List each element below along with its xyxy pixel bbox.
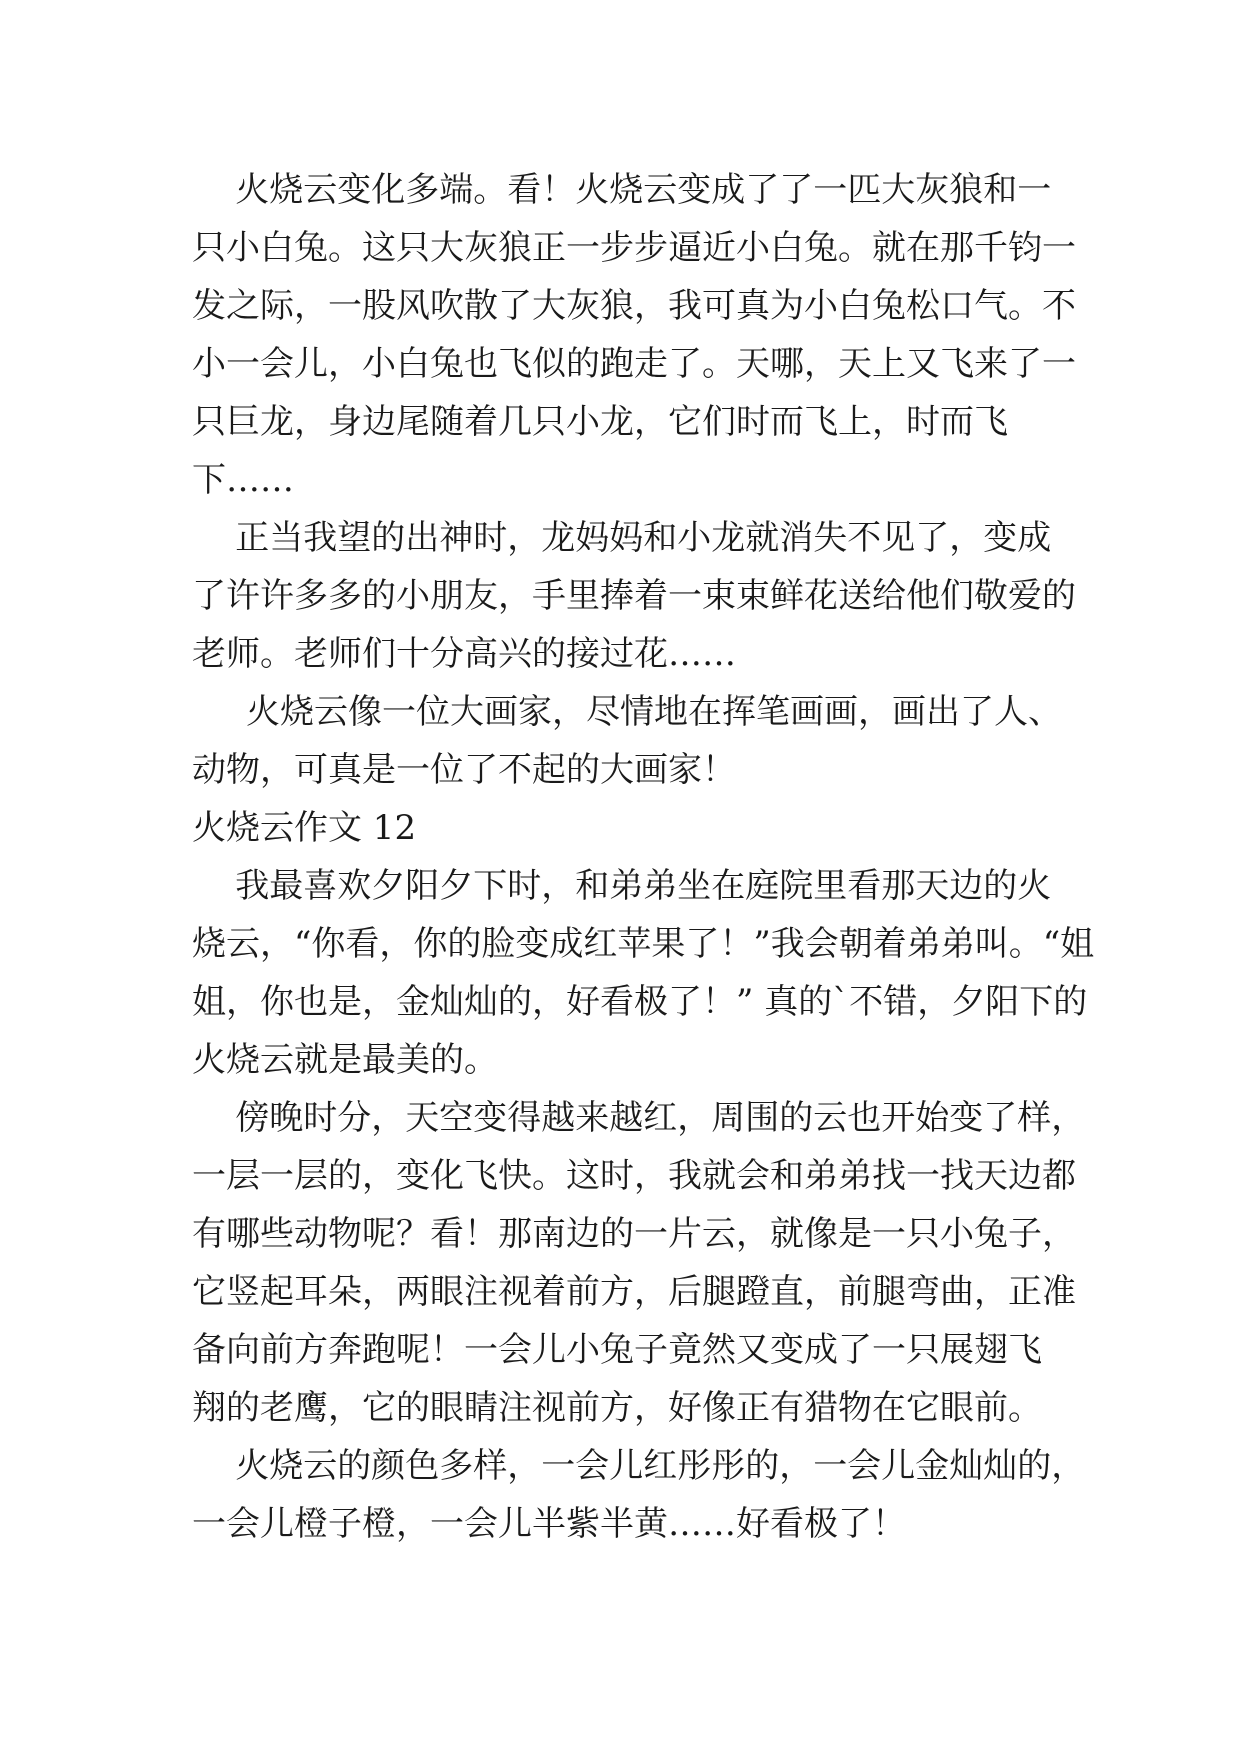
text-line: 只小白兔。这只大灰狼正一步步逼近小白兔。就在那千钧一 bbox=[192, 228, 1076, 268]
text-line: 我最喜欢夕阳夕下时，和弟弟坐在庭院里看那天边的火 bbox=[192, 866, 1052, 906]
text-line: 动物，可真是一位了不起的大画家！ bbox=[192, 750, 736, 790]
text-line: 傍晚时分，天空变得越来越红，周围的云也开始变了样， bbox=[192, 1098, 1086, 1138]
text-line: 下…… bbox=[192, 460, 294, 500]
text-line: 了许许多多的小朋友，手里捧着一束束鲜花送给他们敬爱的 bbox=[192, 576, 1076, 616]
section-heading: 火烧云作文 12 bbox=[192, 808, 417, 848]
text-line: 火烧云的颜色多样，一会儿红彤彤的，一会儿金灿灿的， bbox=[192, 1446, 1086, 1486]
text-line: 烧云，“你看，你的脸变成红苹果了！”我会朝着弟弟叫。“姐 bbox=[192, 924, 1095, 964]
text-line: 发之际，一股风吹散了大灰狼，我可真为小白兔松口气。不 bbox=[192, 286, 1076, 326]
text-line: 只巨龙，身边尾随着几只小龙，它们时而飞上，时而飞 bbox=[192, 402, 1008, 442]
text-line: 老师。老师们十分高兴的接过花…… bbox=[192, 634, 736, 674]
text-line: 翔的老鹰，它的眼睛注视前方，好像正有猎物在它眼前。 bbox=[192, 1388, 1042, 1428]
text-line: 火烧云就是最美的。 bbox=[192, 1040, 498, 1080]
text-line: 火烧云变化多端。看！火烧云变成了了一匹大灰狼和一 bbox=[192, 170, 1052, 210]
text-line: 火烧云像一位大画家，尽情地在挥笔画画，画出了人、 bbox=[192, 692, 1063, 732]
text-line: 一层一层的，变化飞快。这时，我就会和弟弟找一找天边都 bbox=[192, 1156, 1076, 1196]
text-line: 一会儿橙子橙，一会儿半紫半黄……好看极了！ bbox=[192, 1504, 906, 1544]
text-line: 有哪些动物呢？看！那南边的一片云，就像是一只小兔子， bbox=[192, 1214, 1076, 1254]
text-line: 姐，你也是，金灿灿的，好看极了！” 真的`不错，夕阳下的 bbox=[192, 982, 1088, 1022]
text-line: 正当我望的出神时，龙妈妈和小龙就消失不见了，变成 bbox=[192, 518, 1052, 558]
text-line: 它竖起耳朵，两眼注视着前方，后腿蹬直，前腿弯曲，正准 bbox=[192, 1272, 1076, 1312]
text-line: 小一会儿，小白兔也飞似的跑走了。天哪，天上又飞来了一 bbox=[192, 344, 1076, 384]
text-line: 备向前方奔跑呢！一会儿小兔子竟然又变成了一只展翅飞 bbox=[192, 1330, 1042, 1370]
